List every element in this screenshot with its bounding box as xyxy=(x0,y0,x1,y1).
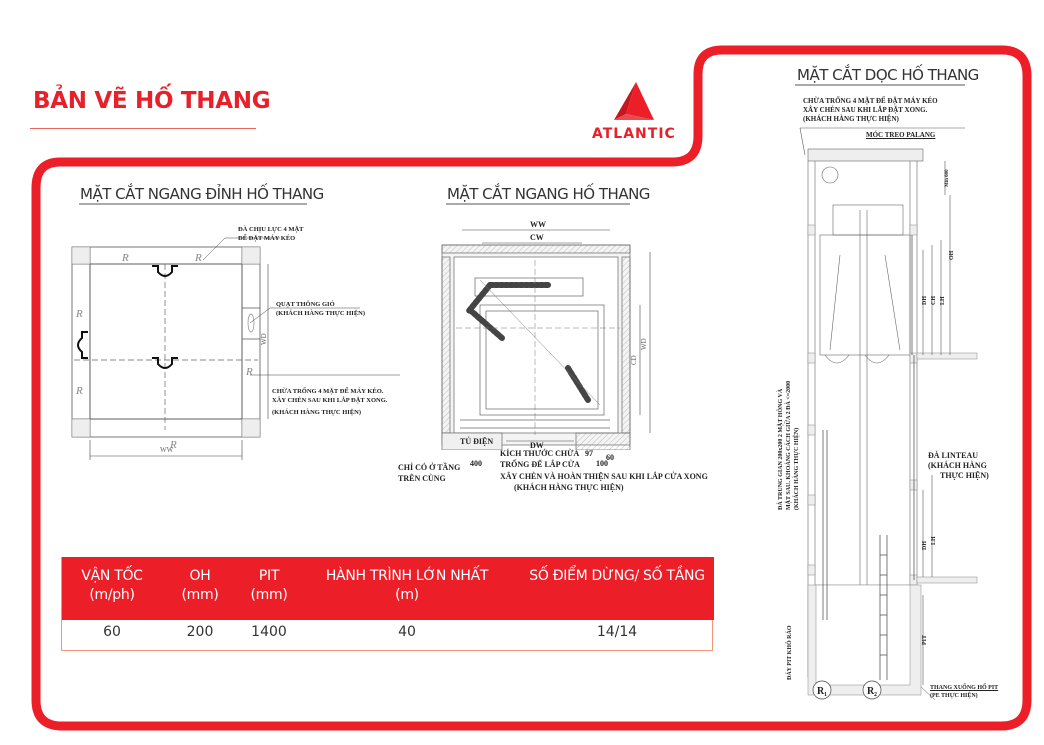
atlantic-logo-icon xyxy=(606,80,666,126)
note-mid-beam-l1: ĐÀ TRUNG GIAN 200x200 2 MẶT HÔNG VÀ xyxy=(778,388,784,510)
note-fan-l2: (KHÁCH HÀNG THỰC HIỆN) xyxy=(276,310,366,317)
spec-table xyxy=(61,557,713,651)
svg-text:DH: DH xyxy=(922,296,928,305)
svg-text:Min 600: Min 600 xyxy=(945,169,950,187)
svg-text:DH: DH xyxy=(922,541,928,550)
note-door-l2: TRỐNG ĐỂ LẮP CỬA xyxy=(500,460,580,469)
note-hook: MÓC TREO PALANG xyxy=(866,131,936,139)
note-beam-l2: ĐỂ ĐẶT MÁY KÉO xyxy=(238,235,296,242)
section-rule xyxy=(79,203,307,205)
dim-100: 100 xyxy=(596,459,608,468)
svg-text:R: R xyxy=(246,366,253,378)
svg-text:WW: WW xyxy=(160,446,174,454)
note-top-only-l1: CHỈ CÓ Ở TẦNG xyxy=(398,463,461,472)
note-elev-top-l2: XÂY CHÈN SAU KHI LẮP ĐẶT XONG. xyxy=(803,106,928,114)
section-title-top-plan: MẶT CẮT NGANG ĐỈNH HỐ THANG xyxy=(80,185,324,203)
dim-400: 400 xyxy=(470,459,482,468)
dim-97: 97 xyxy=(585,449,593,458)
col-header-stops: SỐ ĐIỂM DỪNG/ SỐ TẦNG xyxy=(529,568,705,584)
section-rule xyxy=(795,84,965,86)
cell-stops: 14/14 xyxy=(596,624,638,640)
svg-text:R: R xyxy=(170,439,177,451)
note-top-only-l2: TRÊN CÙNG xyxy=(398,474,446,483)
cell-pit: 1400 xyxy=(251,624,287,640)
svg-text:WD: WD xyxy=(260,333,268,345)
svg-text:OH: OH xyxy=(949,250,955,260)
note-ladder-l1: THANG XUỐNG HỐ PIT xyxy=(930,685,999,691)
col-header-travel: HÀNH TRÌNH LỚN NHẤT (m) xyxy=(325,568,489,603)
svg-text:DW: DW xyxy=(530,441,544,450)
svg-text:CW: CW xyxy=(530,233,544,242)
svg-text:PIT: PIT xyxy=(922,634,928,645)
note-mid-beam-l3: (KHÁCH HÀNG THỰC HIỆN) xyxy=(794,427,800,510)
cell-speed: 60 xyxy=(103,624,121,640)
svg-text:WD: WD xyxy=(640,338,648,350)
svg-text:CD: CD xyxy=(630,355,638,365)
svg-text:R: R xyxy=(122,252,129,264)
section-title-elevation: MẶT CẮT DỌC HỐ THANG xyxy=(797,66,979,84)
col-header-oh: OH (mm) xyxy=(181,568,219,603)
top-plan-drawing xyxy=(60,220,400,480)
note-mid-beam-l2: MẶT SAU. KHOẢNG CÁCH GIỮA 2 ĐÀ <=2000 xyxy=(786,380,792,510)
col-header-pit: PIT (mm) xyxy=(250,568,288,603)
section-title-shaft-plan: MẶT CẮT NGANG HỐ THANG xyxy=(447,185,650,203)
note-panel: TỦ ĐIỆN xyxy=(460,437,494,446)
note-linteau-l2: (KHÁCH HÀNG xyxy=(928,461,987,470)
note-fan-l1: QUẠT THÔNG GIÓ xyxy=(276,301,335,308)
note-ladder-l2: (PE THỰC HIỆN) xyxy=(930,693,978,699)
elevation-drawing xyxy=(775,125,1030,705)
svg-text:R: R xyxy=(76,308,83,320)
svg-text:CH: CH xyxy=(931,296,937,305)
svg-text:R: R xyxy=(817,686,825,697)
dim-60: 60 xyxy=(606,453,614,462)
svg-text:R: R xyxy=(195,252,202,264)
svg-text:LH: LH xyxy=(931,536,937,545)
note-pit-dry: ĐÁY PIT KHÔ RÁO xyxy=(787,625,793,680)
svg-text:R: R xyxy=(867,686,875,697)
col-header-speed: VẬN TỐC (m/ph) xyxy=(81,568,143,603)
svg-text:R: R xyxy=(76,385,83,397)
svg-text:WW: WW xyxy=(530,220,546,229)
cell-oh: 200 xyxy=(186,624,214,640)
svg-text:1: 1 xyxy=(824,692,827,698)
svg-text:LH: LH xyxy=(940,296,946,305)
cell-travel: 40 xyxy=(398,624,416,640)
note-elev-top-l3: (KHÁCH HÀNG THỰC HIỆN) xyxy=(803,115,899,123)
note-finish-l2: (KHÁCH HÀNG THỰC HIỆN) xyxy=(514,483,624,492)
note-linteau-l3: THỰC HIỆN) xyxy=(940,471,989,480)
title-underline xyxy=(30,128,256,129)
note-door-l1: KÍCH THƯỚC CHỪA xyxy=(500,449,580,458)
note-hole-l3: (KHÁCH HÀNG THỰC HIỆN) xyxy=(272,409,362,416)
svg-text:2: 2 xyxy=(874,692,877,698)
section-rule xyxy=(446,203,630,205)
page-title: BẢN VẼ HỐ THANG xyxy=(33,88,271,114)
note-linteau-l1: ĐÀ LINTEAU xyxy=(928,451,979,460)
note-elev-top-l1: CHỪA TRỐNG 4 MẶT ĐỂ ĐẶT MÁY KÉO xyxy=(803,97,938,105)
shaft-plan-drawing xyxy=(430,210,690,450)
note-finish-l1: XÂY CHÈN VÀ HOÀN THIỆN SAU KHI LẮP CỬA XONG xyxy=(500,472,708,481)
note-hole-l1: CHỪA TRỐNG 4 MẶT ĐỂ MÁY KÉO. xyxy=(272,388,384,395)
note-beam-l1: ĐÀ CHỊU LỰC 4 MẶT xyxy=(238,226,304,233)
brand-name: ATLANTIC xyxy=(592,126,676,142)
note-hole-l2: XÂY CHÈN SAU KHI LẮP ĐẶT XONG. xyxy=(272,397,388,404)
